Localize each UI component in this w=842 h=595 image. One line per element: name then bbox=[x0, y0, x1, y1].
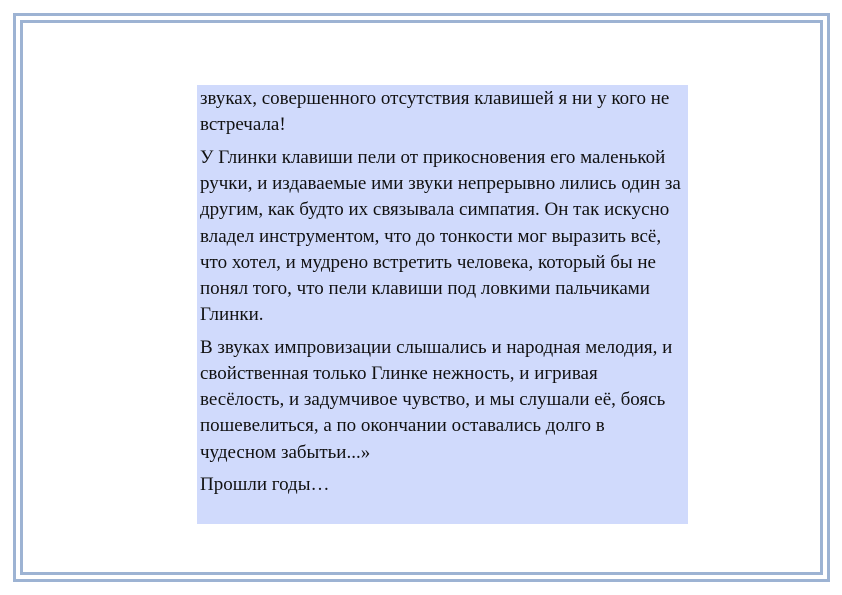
quote-text-box bbox=[197, 85, 688, 524]
paragraph-3: В звуках импровизации слышались и народная мелодия, и свойственная только Глинке нежность, и игривая весёлость, и задумчивое чувство, и мы слушали её, боясь пошевелиться, а по окончании оставались долго в чудесном забытьи...» bbox=[200, 336, 673, 463]
paragraph-2: У Глинки клавиши пели от прикосновения его маленькой ручки, и издаваемые ими звуки непрерывно лились один за другим, как будто их связывала симпатия. Он так искусно владел инструментом, что до тонкости мог выразить всё, что хотел, и мудрено встретить человека, который бы не понял того, что пели клавиши под ловкими пальчиками Глинки. bbox=[200, 146, 681, 326]
paragraph-1: звуках, совершенного отсутствия клавишей я ни у кого не встречала! bbox=[200, 88, 670, 136]
paragraph-4: Прошли годы… bbox=[200, 474, 330, 496]
